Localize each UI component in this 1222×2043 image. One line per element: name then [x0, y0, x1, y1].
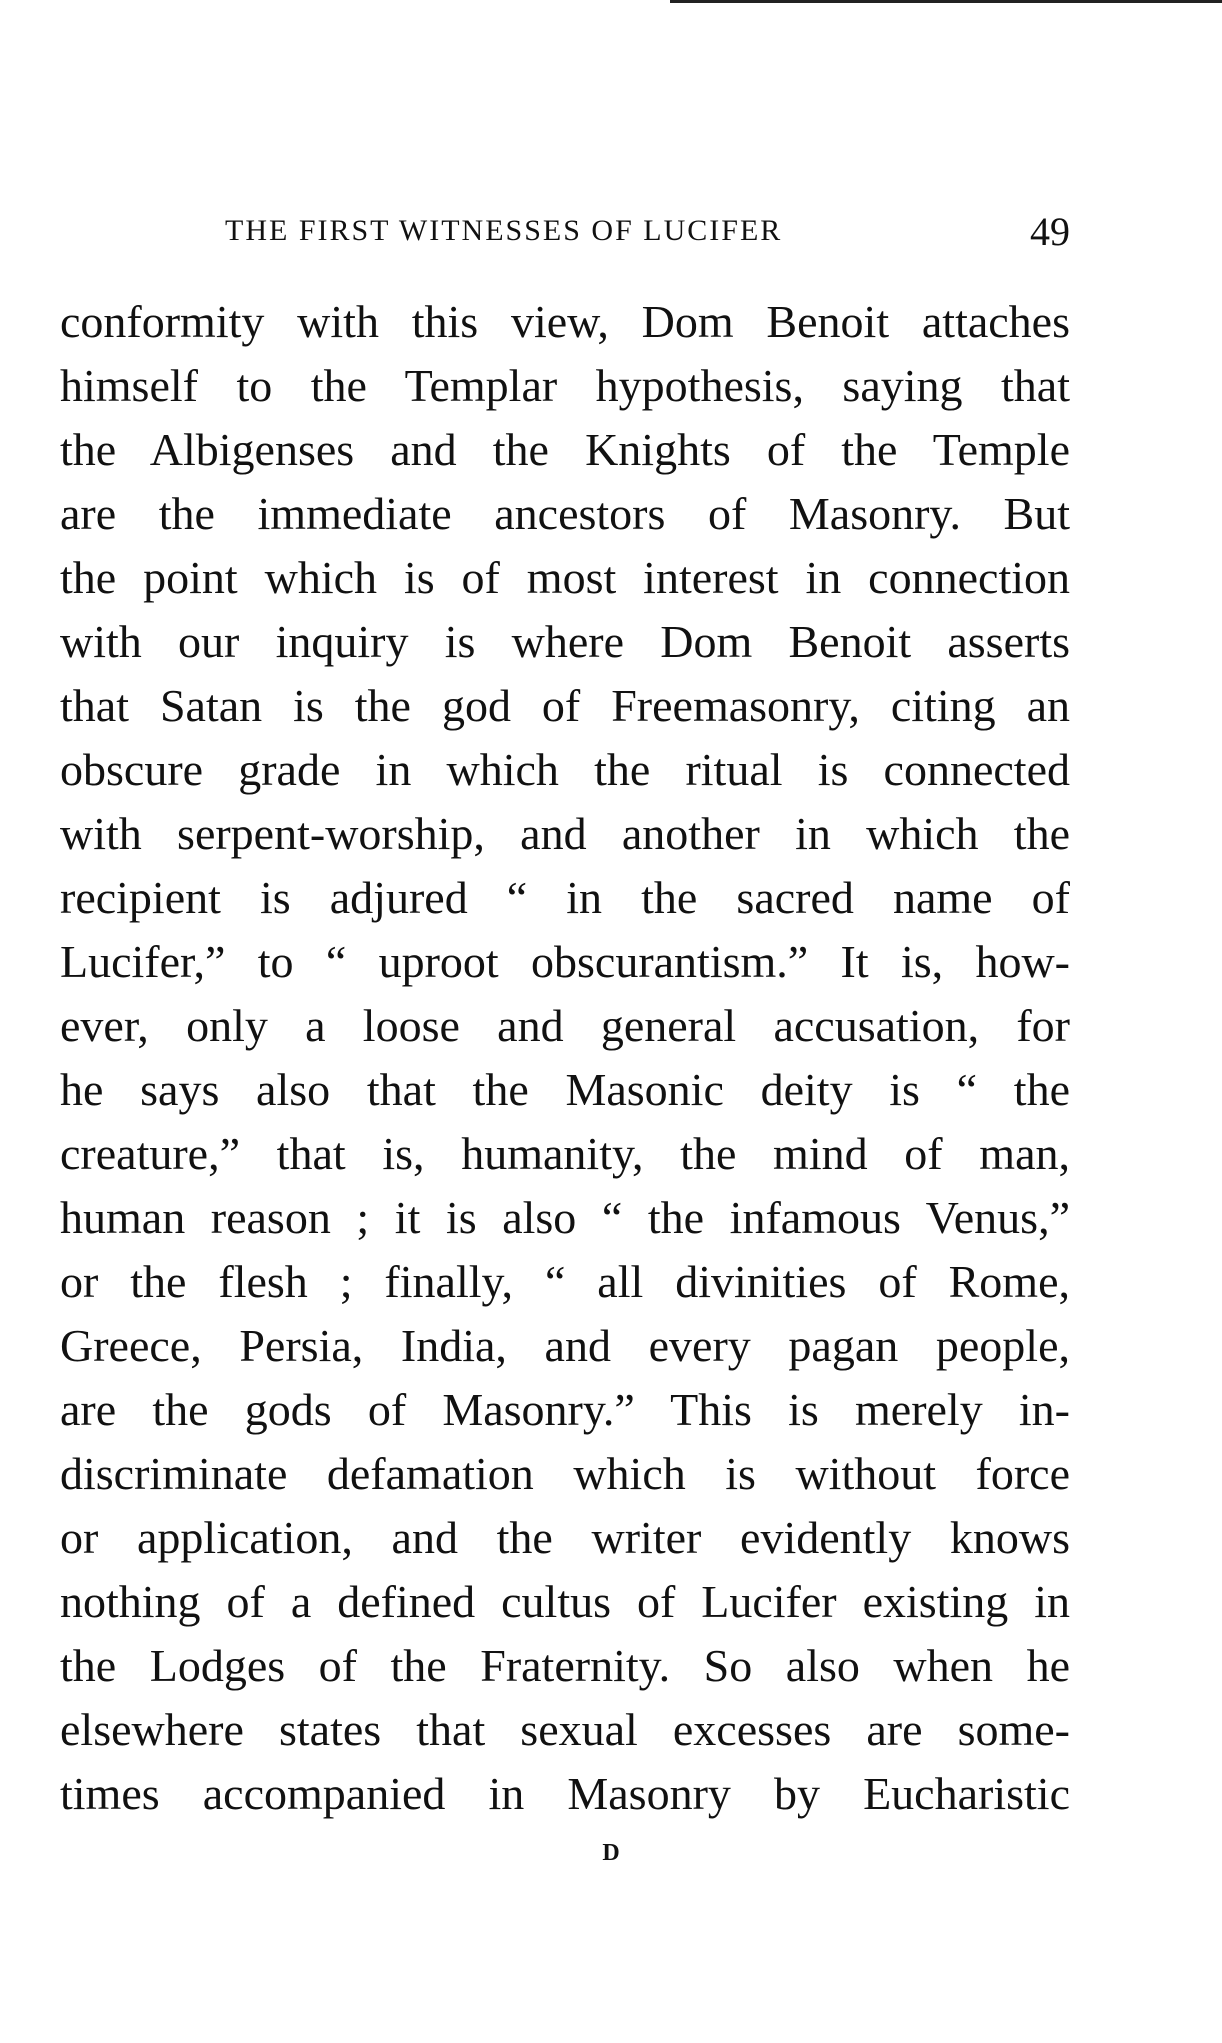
text-line: himself to the Templar hypothesis, saying that: [60, 360, 1070, 411]
page-number: 49: [1030, 209, 1070, 254]
text-line: ever, only a loose and general accusation, for: [60, 1000, 1070, 1051]
text-line: or application, and the writer evidently knows: [60, 1512, 1070, 1563]
text-line: recipient is adjured “ in the sacred name of: [60, 872, 1070, 923]
text-line: are the gods of Masonry.” This is merely in-: [60, 1384, 1070, 1435]
text-line: the Albigenses and the Knights of the Temple: [60, 424, 1070, 475]
text-line: are the immediate ancestors of Masonry. But: [60, 488, 1070, 539]
text-line: he says also that the Masonic deity is “ the: [60, 1064, 1070, 1115]
text-line: with our inquiry is where Dom Benoit asserts: [60, 616, 1070, 667]
text-line: Lucifer,” to “ uproot obscurantism.” It is, how-: [60, 936, 1070, 987]
text-line: times accompanied in Masonry by Eucharistic: [60, 1768, 1070, 1819]
text-line: the Lodges of the Fraternity. So also when he: [60, 1640, 1070, 1691]
text-line: that Satan is the god of Freemasonry, citing an: [60, 680, 1070, 731]
text-line: obscure grade in which the ritual is connected: [60, 744, 1070, 795]
text-line: Greece, Persia, India, and every pagan people,: [60, 1320, 1070, 1371]
text-line: nothing of a defined cultus of Lucifer existing in: [60, 1576, 1070, 1627]
text-line: elsewhere states that sexual excesses are some-: [60, 1704, 1070, 1755]
text-line: human reason ; it is also “ the infamous Venus,”: [60, 1192, 1070, 1243]
text-line: with serpent-worship, and another in which the: [60, 808, 1070, 859]
text-line: creature,” that is, humanity, the mind of man,: [60, 1128, 1070, 1179]
signature-mark: D: [602, 1840, 620, 1866]
text-line: conformity with this view, Dom Benoit attaches: [60, 296, 1070, 347]
top-rule: [670, 0, 1222, 3]
text-line: or the flesh ; finally, “ all divinities of Rome,: [60, 1256, 1070, 1307]
text-line: the point which is of most interest in connection: [60, 552, 1070, 603]
running-title: THE FIRST WITNESSES OF LUCIFER: [225, 214, 783, 247]
running-head: [60, 208, 1070, 258]
body-text: [60, 290, 1070, 1826]
text-line: discriminate defamation which is without force: [60, 1448, 1070, 1499]
